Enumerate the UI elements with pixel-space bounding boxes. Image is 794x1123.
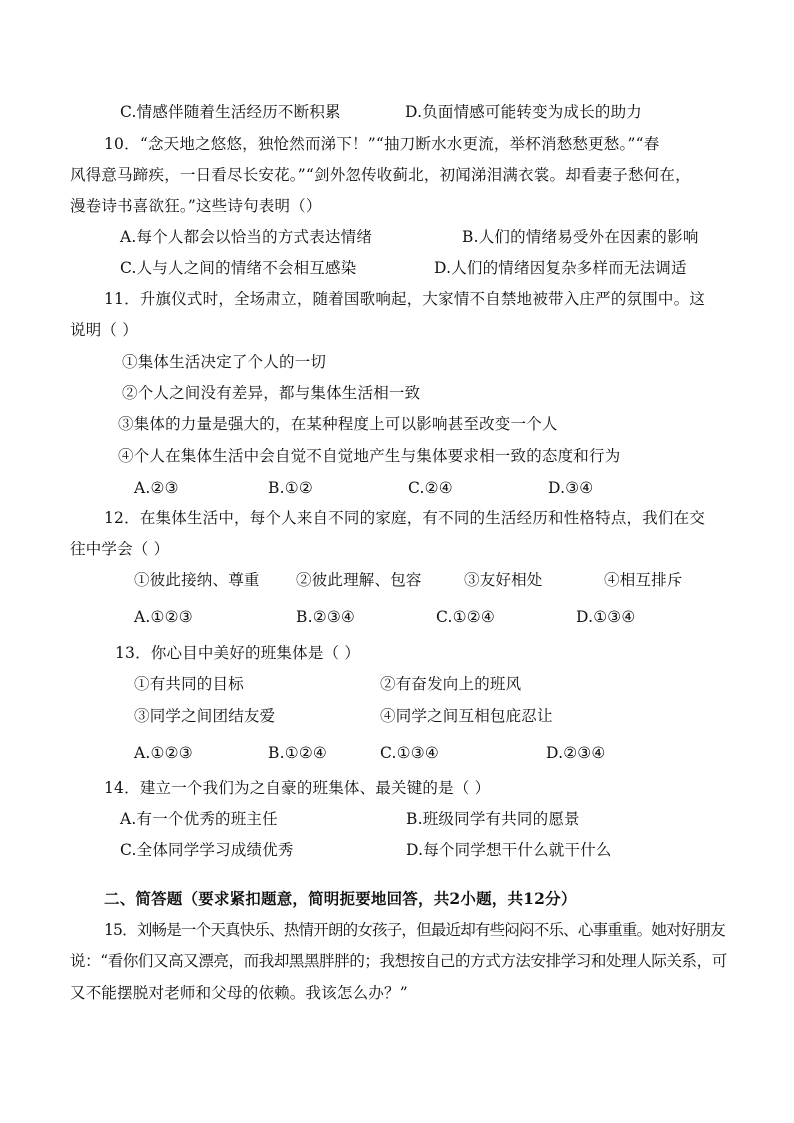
q11-statement-1: ①集体生活决定了个人的一切 [122,353,327,371]
q11-option-b: B.①② [268,479,313,497]
q14-option-a: A.有一个优秀的班主任 [120,810,278,828]
q11-statement-3: ③集体的力量是强大的，在某种程度上可以影响甚至改变一个人 [118,415,558,433]
q12-stem-line2: 往中学会（ ） [70,540,170,558]
q14-option-c: C.全体同学学习成绩优秀 [120,841,294,859]
q11-statement-4: ④个人在集体生活中会自觉不自觉地产生与集体要求相一致的态度和行为 [118,447,621,465]
q13-option-d: D.②③④ [546,744,606,762]
q11-option-d: D.③④ [548,479,594,497]
section-heading: 二、简答题（要求紧扣题意，简明扼要地回答，共2小题，共12分） [104,889,577,908]
q15-stem-line2: 说：“看你们又高又漂亮，而我却黑黑胖胖的；我想按自己的方式方法安排学习和处理人际关系，可 [70,952,727,970]
q9-option-c: C.情感伴随着生活经历不断积累 [120,103,341,121]
q13-stem: 13．你心目中美好的班集体是（ ） [115,644,361,662]
q12-option-d: D.①③④ [576,608,636,626]
q11-statement-2: ②个人之间没有差异，都与集体生活相一致 [122,384,421,402]
q10-stem-line1: 10．“念天地之悠悠，独怆然而涕下！”“抽刀断水水更流，举杯消愁愁更愁。”“春 [104,135,660,153]
q12-stem-line1: 12．在集体生活中，每个人来自不同的家庭，有不同的生活经历和性格特点，我们在交 [104,509,706,527]
q12-option-b: B.②③④ [296,608,356,626]
q13-statement-2: ②有奋发向上的班风 [380,675,522,693]
q12-option-c: C.①②④ [436,608,495,626]
q9-option-d: D.负面情感可能转变为成长的助力 [405,103,643,121]
q10-option-d: D.人们的情绪因复杂多样而无法调适 [434,259,687,277]
q10-stem-line2: 风得意马蹄疾，一日看尽长安花。”“剑外忽传收蓟北，初闻涕泪满衣裳。却看妻子愁何在， [70,166,691,184]
q13-option-a: A.①②③ [134,744,193,762]
q10-option-a: A.每个人都会以恰当的方式表达情绪 [120,228,373,246]
q12-statement-2: ②彼此理解、包容 [296,571,422,589]
q10-stem-line3: 漫卷诗书喜欲狂。”这些诗句表明（） [70,197,322,215]
q11-option-c: C.②④ [408,479,453,497]
q13-option-b: B.①②④ [268,744,328,762]
q10-option-b: B.人们的情绪易受外在因素的影响 [462,228,699,246]
q12-statement-4: ④相互排斥 [604,571,683,589]
q11-stem-line1: 11．升旗仪式时，全场肃立，随着国歌响起，大家情不自禁地被带入庄严的氛围中。这 [104,290,706,308]
q15-stem-line3: 又不能摆脱对老师和父母的依赖。我该怎么办？” [70,984,408,1002]
q13-statement-3: ③同学之间团结友爱 [134,707,276,725]
q14-option-b: B.班级同学有共同的愿景 [406,810,580,828]
q12-statement-3: ③友好相处 [464,571,543,589]
q11-option-a: A.②③ [134,479,179,497]
q10-option-c: C.人与人之间的情绪不会相互感染 [120,259,357,277]
q15-stem-line1: 15．刘畅是一个天真快乐、热情开朗的女孩子，但最近却有些闷闷不乐、心事重重。她对好朋友 [104,921,725,939]
q11-stem-line2: 说明（ ） [70,321,138,339]
q14-option-d: D.每个同学想干什么就干什么 [406,841,612,859]
q13-option-c: C.①③④ [380,744,439,762]
q12-statement-1: ①彼此接纳、尊重 [134,571,260,589]
q12-option-a: A.①②③ [134,608,193,626]
q13-statement-1: ①有共同的目标 [134,675,244,693]
q13-statement-4: ④同学之间互相包庇忍让 [380,707,553,725]
q14-stem: 14．建立一个我们为之自豪的班集体、最关键的是（ ） [104,779,491,797]
